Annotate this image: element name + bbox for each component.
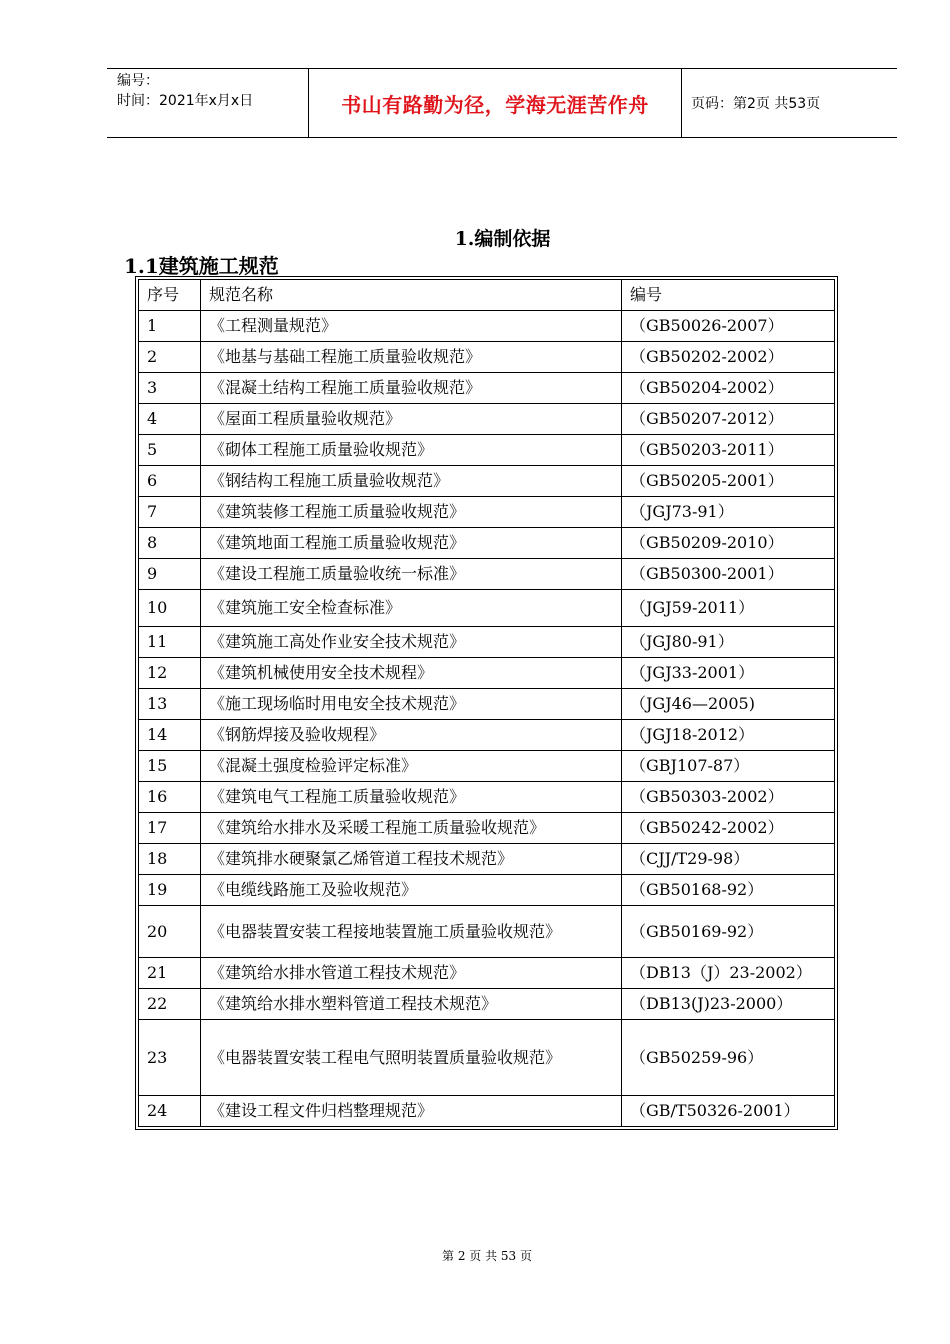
table-row: [139, 627, 835, 658]
standard-code: （JGJ33-2001）: [622, 658, 835, 689]
standard-name: 《建筑施工安全检查标准》: [201, 590, 622, 627]
standard-code: （GB50207-2012）: [622, 404, 835, 435]
standard-code: （GB50168-92）: [622, 875, 835, 906]
table-row: [139, 590, 835, 627]
row-number: 19: [139, 875, 201, 906]
doc-number-label: 编号：: [117, 73, 159, 89]
standard-name: 《砌体工程施工质量验收规范》: [201, 435, 622, 466]
row-number: 10: [139, 590, 201, 627]
standard-name: 《建筑排水硬聚氯乙烯管道工程技术规范》: [201, 844, 622, 875]
standard-name: 《建筑电气工程施工质量验收规范》: [201, 782, 622, 813]
standard-name: 《电器装置安装工程电气照明装置质量验收规范》: [201, 1020, 622, 1096]
row-number: 7: [139, 497, 201, 528]
standard-code: （GB/T50326-2001）: [622, 1096, 835, 1127]
chapter-title: 1.编制依据: [454, 228, 551, 250]
standard-name: 《建筑地面工程施工质量验收规范》: [201, 528, 622, 559]
table-row: [139, 813, 835, 844]
standard-code: （JGJ46—2005): [622, 689, 835, 720]
standard-code: （CJJ/T29-98）: [622, 844, 835, 875]
table-row: [139, 989, 835, 1020]
row-number: 6: [139, 466, 201, 497]
standard-code: （JGJ59-2011）: [622, 590, 835, 627]
standard-code: （GB50203-2011）: [622, 435, 835, 466]
table-row: [139, 373, 835, 404]
row-number: 3: [139, 373, 201, 404]
standard-name: 《建筑施工高处作业安全技术规范》: [201, 627, 622, 658]
row-number: 11: [139, 627, 201, 658]
standard-name: 《屋面工程质量验收规范》: [201, 404, 622, 435]
standard-code: （JGJ73-91）: [622, 497, 835, 528]
column-header-number: 序号: [139, 280, 201, 311]
row-number: 9: [139, 559, 201, 590]
table-row: [139, 1096, 835, 1127]
standard-code: （GB50205-2001）: [622, 466, 835, 497]
standard-name: 《建筑给水排水及采暖工程施工质量验收规范》: [201, 813, 622, 844]
standard-code: （GB50209-2010）: [622, 528, 835, 559]
row-number: 23: [139, 1020, 201, 1096]
page-footer: 第 2 页 共 53 页: [442, 1249, 532, 1263]
table-row: [139, 466, 835, 497]
table-row: [139, 528, 835, 559]
row-number: 20: [139, 906, 201, 958]
standard-code: （GB50242-2002）: [622, 813, 835, 844]
table-row: [139, 751, 835, 782]
table-row: [139, 844, 835, 875]
table-header-row: [139, 280, 835, 311]
motto-text: 书山有路勤为径，学海无涯苦作舟: [341, 92, 649, 117]
row-number: 4: [139, 404, 201, 435]
standard-name: 《电器装置安装工程接地装置施工质量验收规范》: [201, 906, 622, 958]
header-meta: [117, 71, 307, 111]
table-row: [139, 404, 835, 435]
standard-name: 《建筑机械使用安全技术规程》: [201, 658, 622, 689]
table-row: [139, 689, 835, 720]
table-row: [139, 497, 835, 528]
standard-name: 《建筑装修工程施工质量验收规范》: [201, 497, 622, 528]
row-number: 22: [139, 989, 201, 1020]
standard-name: 《工程测量规范》: [201, 311, 622, 342]
standard-code: （GB50169-92）: [622, 906, 835, 958]
row-number: 17: [139, 813, 201, 844]
standard-name: 《混凝土强度检验评定标准》: [201, 751, 622, 782]
standard-code: （DB13（J）23-2002）: [622, 958, 835, 989]
table-row: [139, 311, 835, 342]
standards-table: [138, 279, 835, 1127]
standard-code: （JGJ18-2012）: [622, 720, 835, 751]
standard-code: （GB50202-2002）: [622, 342, 835, 373]
table-row: [139, 720, 835, 751]
header-motto-cell: [308, 69, 682, 137]
standard-code: （GB50259-96）: [622, 1020, 835, 1096]
standard-name: 《建筑给水排水塑料管道工程技术规范》: [201, 989, 622, 1020]
standard-code: （GB50026-2007）: [622, 311, 835, 342]
row-number: 12: [139, 658, 201, 689]
table-row: [139, 906, 835, 958]
row-number: 5: [139, 435, 201, 466]
standard-name: 《建设工程文件归档整理规范》: [201, 1096, 622, 1127]
row-number: 15: [139, 751, 201, 782]
row-number: 21: [139, 958, 201, 989]
row-number: 14: [139, 720, 201, 751]
standard-name: 《建设工程施工质量验收统一标准》: [201, 559, 622, 590]
standards-table-frame: [135, 276, 838, 1130]
standard-name: 《地基与基础工程施工质量验收规范》: [201, 342, 622, 373]
standard-code: （GB50303-2002）: [622, 782, 835, 813]
row-number: 1: [139, 311, 201, 342]
row-number: 24: [139, 1096, 201, 1127]
table-row: [139, 958, 835, 989]
row-number: 16: [139, 782, 201, 813]
table-row: [139, 342, 835, 373]
row-number: 8: [139, 528, 201, 559]
row-number: 18: [139, 844, 201, 875]
table-row: [139, 435, 835, 466]
standard-code: （JGJ80-91）: [622, 627, 835, 658]
page-info-text: 页码：第2页 共53页: [691, 96, 821, 112]
table-row: [139, 658, 835, 689]
page-header: [107, 68, 897, 138]
column-header-name: 规范名称: [201, 280, 622, 311]
standard-name: 《钢筋焊接及验收规程》: [201, 720, 622, 751]
table-row: [139, 1020, 835, 1096]
header-page-info: [691, 69, 820, 137]
standard-name: 《施工现场临时用电安全技术规范》: [201, 689, 622, 720]
standard-name: 《建筑给水排水管道工程技术规范》: [201, 958, 622, 989]
standard-name: 《电缆线路施工及验收规范》: [201, 875, 622, 906]
standard-code: （GB50204-2002）: [622, 373, 835, 404]
row-number: 2: [139, 342, 201, 373]
table-row: [139, 559, 835, 590]
section-title: 1.1建筑施工规范: [124, 254, 279, 278]
table-row: [139, 875, 835, 906]
column-header-code: 编号: [622, 280, 835, 311]
row-number: 13: [139, 689, 201, 720]
standard-code: （GB50300-2001）: [622, 559, 835, 590]
standard-name: 《钢结构工程施工质量验收规范》: [201, 466, 622, 497]
standard-code: （DB13(J)23-2000）: [622, 989, 835, 1020]
table-row: [139, 782, 835, 813]
standard-code: （GBJ107-87）: [622, 751, 835, 782]
date-line: 时间：2021年x月x日: [117, 93, 254, 109]
standard-name: 《混凝土结构工程施工质量验收规范》: [201, 373, 622, 404]
